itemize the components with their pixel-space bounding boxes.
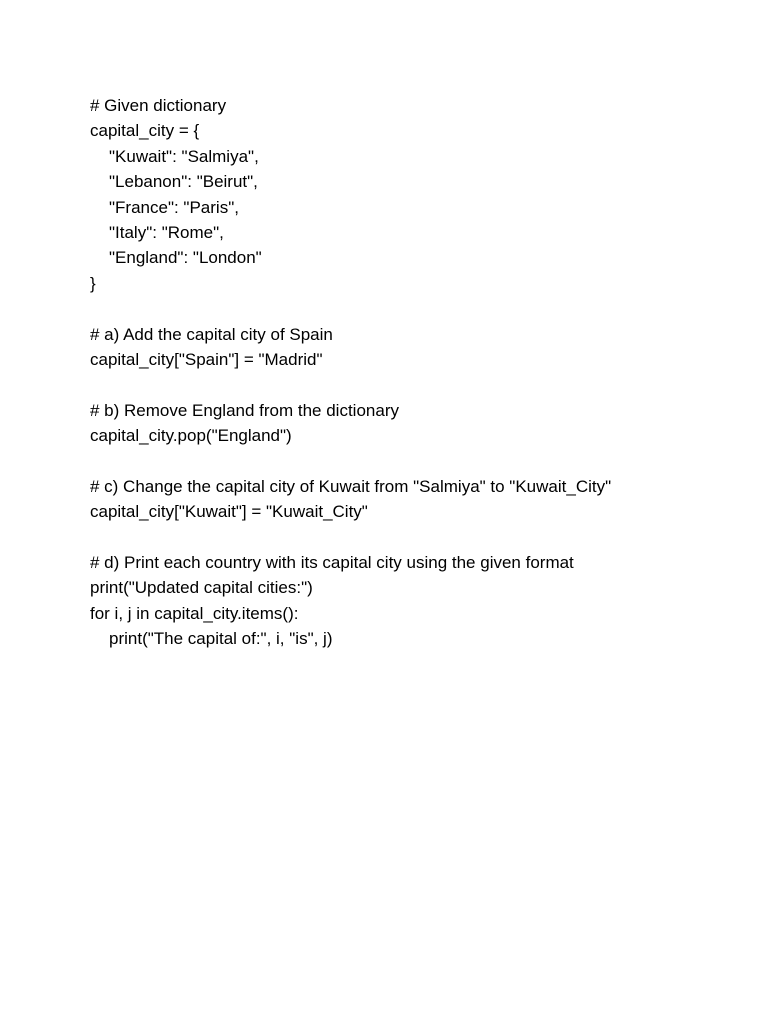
code-line: "France": "Paris", [109, 197, 239, 217]
blank-line [90, 296, 750, 321]
blank-line [90, 448, 750, 473]
code-line: capital_city.pop("England") [90, 426, 292, 446]
code-line: "Lebanon": "Beirut", [109, 172, 258, 192]
code-line: # Given dictionary [90, 96, 227, 115]
blank-line [90, 525, 750, 550]
code-line: # d) Print each country with its capital city using the given format [90, 553, 574, 573]
code-line: } [90, 273, 96, 293]
code-line: print("Updated capital cities:") [90, 578, 313, 598]
code-line: # c) Change the capital city of Kuwait from "Salmiya" to "Kuwait_City" [90, 476, 612, 496]
code-line: capital_city["Kuwait"] = "Kuwait_City" [90, 502, 368, 522]
code-line: print("The capital of:", i, "is", j) [109, 629, 333, 649]
code-line: # b) Remove England from the dictionary [90, 400, 399, 420]
code-line: for i, j in capital_city.items(): [90, 603, 299, 623]
code-line: "Italy": "Rome", [109, 222, 224, 242]
code-line: "England": "London" [109, 248, 262, 268]
blank-line [90, 372, 750, 397]
code-line: "Kuwait": "Salmiya", [109, 146, 259, 166]
code-line: capital_city["Spain"] = "Madrid" [90, 349, 323, 369]
code-line: capital_city = { [90, 121, 200, 141]
code-listing [90, 93, 750, 652]
code-line: # a) Add the capital city of Spain [90, 324, 333, 344]
